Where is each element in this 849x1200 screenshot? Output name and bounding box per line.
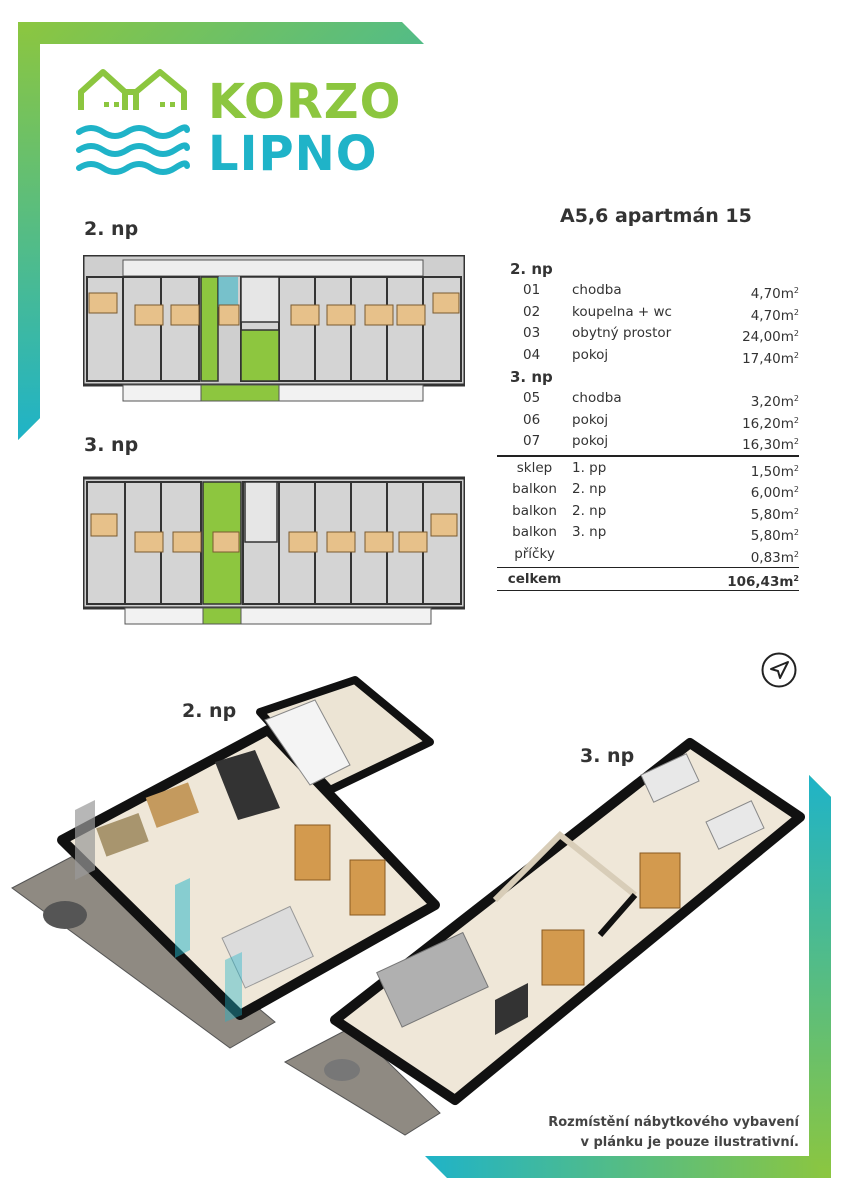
brand-line-2: LIPNO xyxy=(208,126,378,182)
extra-floor: 3. np xyxy=(572,524,607,540)
room-no: 06 xyxy=(523,411,541,428)
extra-area: $0,83m^2$ xyxy=(750,549,799,566)
room-no: 04 xyxy=(523,346,541,363)
extra-type: příčky xyxy=(514,545,555,562)
extra-floor: 1. pp xyxy=(572,459,607,476)
extra-type: sklep xyxy=(516,459,553,476)
room-name: obytný prostor xyxy=(572,325,672,341)
extra-floor xyxy=(572,544,689,566)
table-divider xyxy=(497,455,799,457)
room-area: $16,20m^2$ xyxy=(742,415,799,432)
table-row xyxy=(497,522,799,544)
plan-2np-building xyxy=(83,255,465,403)
extra-area: $5,80m^2$ xyxy=(750,506,799,523)
iso-render-3np xyxy=(280,735,805,1140)
extra-floor: 2. np xyxy=(572,481,607,497)
table-row xyxy=(497,280,799,302)
extra-type: balkon xyxy=(512,524,557,540)
disclaimer-line-2: v plánku je pouze ilustrativní. xyxy=(580,1135,799,1150)
brand-line-1: KORZO xyxy=(208,74,402,130)
table-row xyxy=(497,458,799,480)
room-area: $16,30m^2$ xyxy=(742,437,799,453)
table-row xyxy=(497,323,799,345)
table-row xyxy=(497,302,799,324)
room-area: $17,40m^2$ xyxy=(742,350,799,367)
section-title: 2. np xyxy=(510,260,553,278)
room-name: pokoj xyxy=(572,346,609,363)
table-row xyxy=(497,431,799,453)
extra-area: $5,80m^2$ xyxy=(750,528,799,544)
disclaimer-line-1: Rozmístění nábytkového vybavení xyxy=(548,1115,799,1130)
extra-area: $1,50m^2$ xyxy=(750,463,799,480)
room-no: 07 xyxy=(523,433,541,449)
room-name: pokoj xyxy=(572,433,609,449)
plan-2np-label: 2. np xyxy=(84,218,139,240)
room-no: 05 xyxy=(523,390,541,406)
area-table xyxy=(497,258,799,591)
table-row xyxy=(497,501,799,523)
extra-area: $6,00m^2$ xyxy=(750,485,799,501)
extra-type: balkon xyxy=(512,502,557,519)
room-name: chodba xyxy=(572,390,622,406)
table-row xyxy=(497,479,799,501)
north-arrow-icon xyxy=(761,652,797,688)
plan-3np-label: 3. np xyxy=(84,434,139,456)
room-name: koupelna + wc xyxy=(572,303,672,320)
table-row xyxy=(497,345,799,367)
table-row xyxy=(497,388,799,410)
section-title: 3. np xyxy=(510,368,553,386)
furniture-disclaimer xyxy=(548,1113,799,1153)
total-row xyxy=(497,567,799,591)
total-label: celkem xyxy=(507,571,562,587)
apartment-title: A5,6 apartmán 15 xyxy=(560,205,752,227)
table-row xyxy=(497,544,799,566)
room-name: pokoj xyxy=(572,411,609,428)
room-no: 02 xyxy=(523,303,541,320)
extra-floor: 2. np xyxy=(572,502,607,519)
room-no: 03 xyxy=(523,325,541,341)
room-area: $3,20m^2$ xyxy=(750,394,799,410)
room-area: $4,70m^2$ xyxy=(750,286,799,302)
table-row xyxy=(497,410,799,432)
iso-3np-label: 3. np xyxy=(580,745,635,767)
iso-2np-label: 2. np xyxy=(182,700,237,722)
extra-type: balkon xyxy=(512,481,557,497)
house-waves-logo-icon xyxy=(76,66,194,178)
room-area: $4,70m^2$ xyxy=(750,307,799,324)
total-area: $106,43m^2$ xyxy=(727,574,799,590)
room-name: chodba xyxy=(572,282,622,298)
room-area: $24,00m^2$ xyxy=(742,329,799,345)
room-no: 01 xyxy=(523,282,541,298)
plan-3np-building xyxy=(83,470,465,628)
